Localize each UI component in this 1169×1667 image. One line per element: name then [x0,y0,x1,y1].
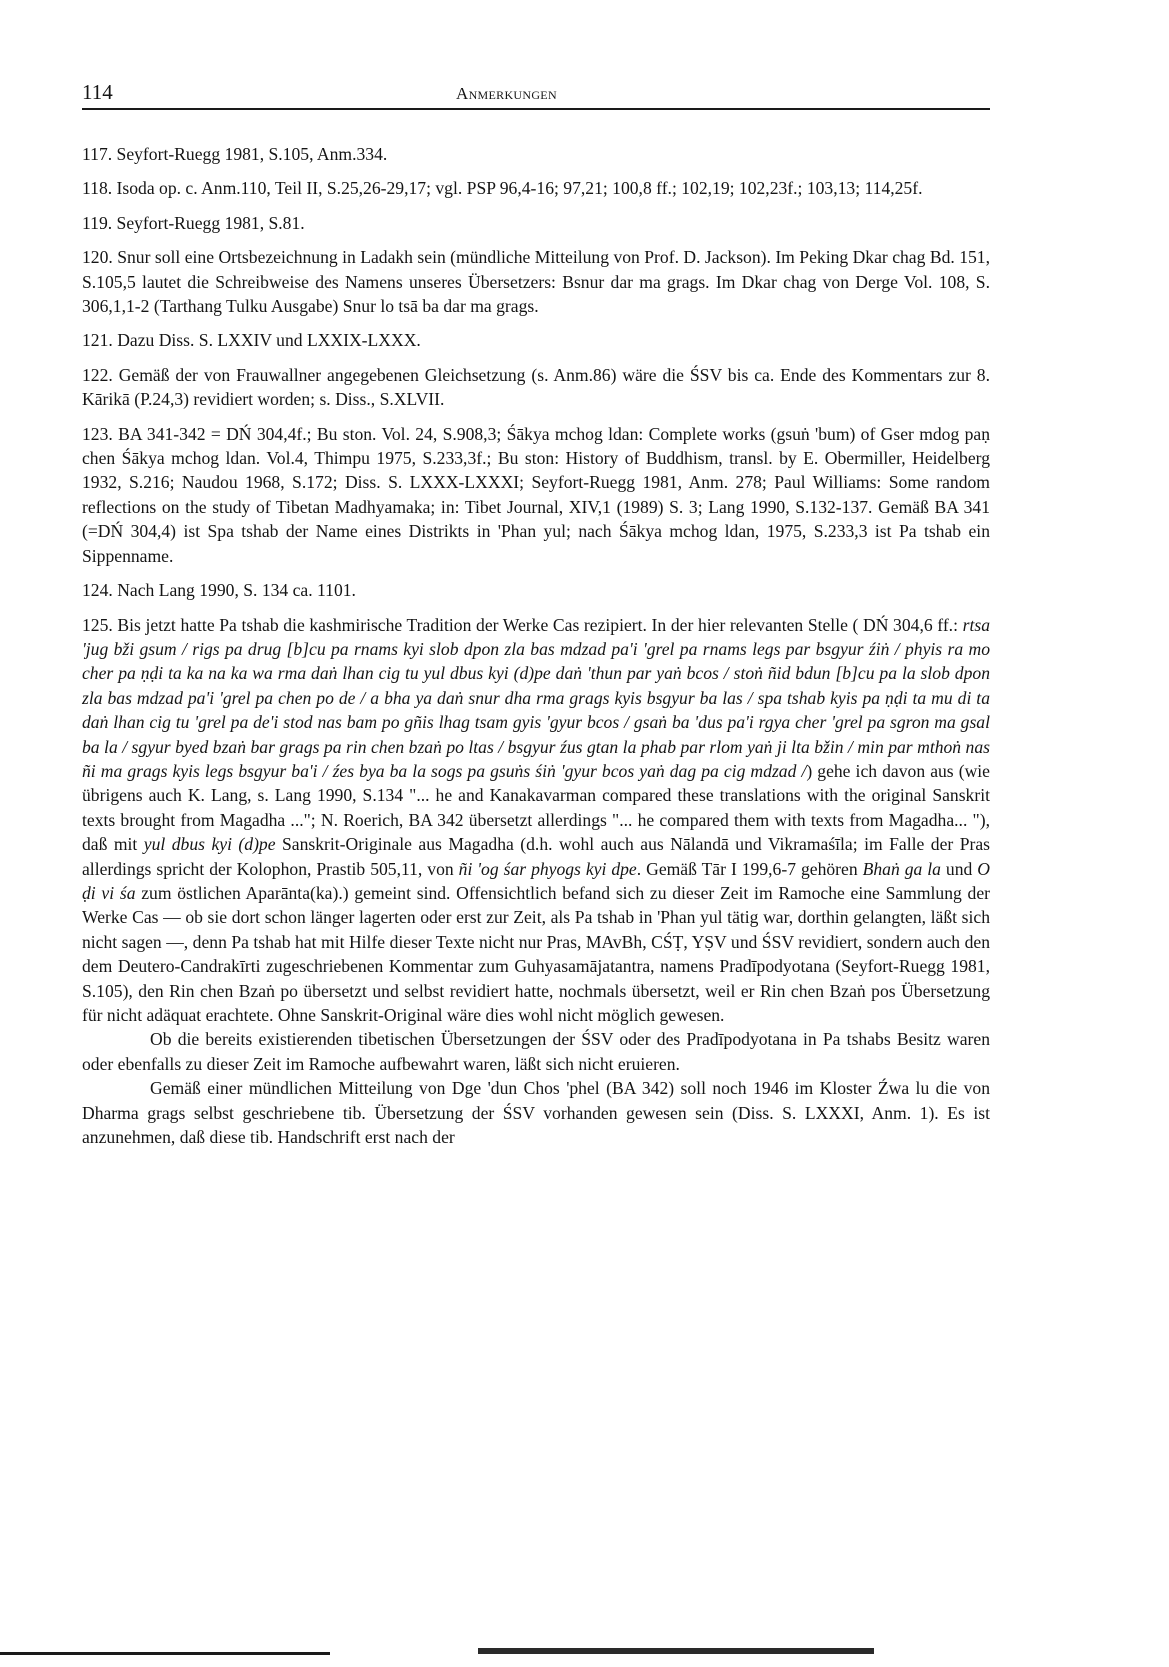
tibetan-quotation: rtsa 'jug bži gsum / rigs pa drug [b]cu pa rnams kyi slob dpon zla bas mdzad pa'i 'grel pa rnams legs par bsgyur źiṅ / phyis ra mo cher pa ṇḍi ta ka na ka wa rma daṅ lhan cig tu yul dbus kyi (d)pe daṅ 'thun par yaṅ bcos / stoṅ ñid bdun [b]cu pa la slob dpon zla bas mdzad pa'i 'grel pa chen po de / a bha ya daṅ snur dha rma grags kyis bsgyur ba las / spa tshab kyis pa ṇḍi ta mu di ta daṅ lhan cig tu 'grel pa de'i stod nas bam po gñis lhag tsam gyis 'gyur bcos / gsaṅ ba 'dus pa'i rgya cher 'grel pa sgron ma gsal ba la / sgyur byed bzaṅ bar grags pa rin chen bzaṅ po ltas / bsgyur źus gtan la phab par rlom yaṅ ji lta bžin / min par mthoṅ nas ñi ma grags kyis legs bsgyur ba'i / źes bya ba la sogs pa gsuṅs śiṅ 'gyur bcos yaṅ dag pa cig mdzad / [82,614,990,781]
note-123: 123. BA 341-342 = DŃ 304,4f.; Bu ston. Vol. 24, S.908,3; Śākya mchog ldan: Complete works (gsuṅ 'bum) of Gser mdog paṇ chen Śākya mchog ldan. Vol.4, Thimpu 1975, S.233,3f.; Bu ston: History of Buddhism, transl. by E. Obermiller, Heidelberg 1932, S.216; Naudou 1968, S.172; Diss. S. LXXX-LXXXI; Seyfort-Ruegg 1981, Anm. 278; Paul Williams: Some random reflections on the study of Tibetan Madhyamaka; in: Tibet Journal, XIV,1 (1989) S. 3; Lang 1990, S.132-137. Gemäß BA 341 (=DŃ 304,4) ist Spa tshab der Name eines Distrikts in 'Phan yul; nach Śākya mchog ldan, 1975, S.233,3 ist Pa tshab ein Sippenname. [82,423,990,566]
tibetan-term: ñi 'og śar phyogs kyi dpe [458,858,637,879]
scan-edge-mark [0,1652,330,1655]
note-125-body: und [940,858,978,879]
endnotes-section [82,142,990,1149]
note-124: 124. Nach Lang 1990, S. 134 ca. 1101. [82,580,356,601]
scan-edge-mark [478,1648,874,1654]
note-122: 122. Gemäß der von Frauwallner angegebenen Gleichsetzung (s. Anm.86) wäre die ŚSV bis ca. Ende des Kommentars zur 8. Kārikā (P.24,3) revidiert worden; s. Diss., S.XLVII. [82,364,990,410]
note-121: 121. Dazu Diss. S. LXXIV und LXXIX-LXXX. [82,330,421,351]
note-125-paragraph-2: Ob die bereits existierenden tibetischen Übersetzungen der ŚSV oder des Pradīpodyotana in Pa tshabs Besitz waren oder ebenfalls zu dieser Zeit im Ramoche aufbewahrt waren, läßt sich nicht eruieren. [82,1029,990,1074]
note-125-body: ) gehe ich davon aus (wie übrigens auch K. Lang, s. Lang 1990, S.134 "... he and Kanakavarman compared these translations with the original Sanskrit texts brought from Magadha ..."; N. Roerich, BA 342 übersetzt allerdings "... he compared them with texts from Magadha... "), daß mit [82,760,990,855]
note-125-body: Sanskrit-Originale aus Magadha (d.h. wohl auch aus Nālandā und Vikramaśīla; im Falle der Pras allerdings spricht der Kolophon, Prastib 505,11, von [82,834,990,879]
note-117: 117. Seyfort-Ruegg 1981, S.105, Anm.334. [82,144,388,164]
tibetan-term: yul dbus kyi (d)pe [143,834,276,855]
tibetan-term: Bhaṅ ga la [862,858,941,879]
note-120: 120. Snur soll eine Ortsbezeichnung in Ladakh sein (mündliche Mitteilung von Prof. D. Jackson). Im Peking Dkar chag Bd. 151, S.105,5 lautet die Schreibweise des Namens unseres Übersetzers: Bsnur dar ma grags. Im Dkar chag von Derge Vol. 108, S. 306,1,1-2 (Tarthang Tulku Ausgabe) Snur lo tsā ba dar ma grags. [82,247,990,317]
note-125-paragraph-3: Gemäß einer mündlichen Mitteilung von Dge 'dun Chos 'phel (BA 342) soll noch 1946 im Kloster Źwa lu die von Dharma grags selbst geschriebene tib. Übersetzung der ŚSV vorhanden gewesen sein (Diss. S. LXXXI, Anm. 1). Es ist anzunehmen, daß diese tib. Handschrift erst nach der [82,1078,990,1148]
note-125 [82,613,990,1028]
tibetan-term: O ḍi vi śa [82,858,991,903]
page-header [82,78,990,110]
note-118: 118. Isoda op. c. Anm.110, Teil II, S.25,26-29,17; vgl. PSP 96,4-16; 97,21; 100,8 ff.; 102,19; 102,23f.; 103,13; 114,25f. [82,178,923,199]
running-head: Anmerkungen [456,84,557,103]
note-125-intro: 125. Bis jetzt hatte Pa tshab die kashmirische Tradition der Werke Cas rezipiert. In der hier relevanten Stelle ( DŃ 304,6 ff.: [82,614,963,635]
page-number: 114 [82,80,113,104]
note-125-body: . Gemäß Tār I 199,6-7 gehören [636,858,863,879]
note-119: 119. Seyfort-Ruegg 1981, S.81. [82,212,305,233]
note-125-body: zum östlichen Aparānta(ka).) gemeint sind. Offensichtlich befand sich zu dieser Zeit im Ramoche eine Sammlung der Werke Cas — ob sie dort schon länger lagerten oder erst zur Zeit, als Pa tshab in 'Phan yul tätig war, dorthin gelangten, läßt sich nicht sagen —, denn Pa tshab hat mit Hilfe dieser Texte nicht nur Pras, MAvBh, CŚṬ, YṢV und ŚSV revidiert, sondern auch den dem Deutero-Candrakīrti zugeschriebenen Kommentar zum Guhyasamājatantra, namens Pradīpodyotana (Seyfort-Ruegg 1981, S.105), den Rin chen Bzaṅ po übersetzt und selbst revidiert hatte, nochmals übersetzt, weil er Rin chen Bzaṅ pos Übersetzung für nicht adäquat erachtete. Ohne Sanskrit-Original wäre dies wohl nicht möglich gewesen. [82,882,991,1025]
